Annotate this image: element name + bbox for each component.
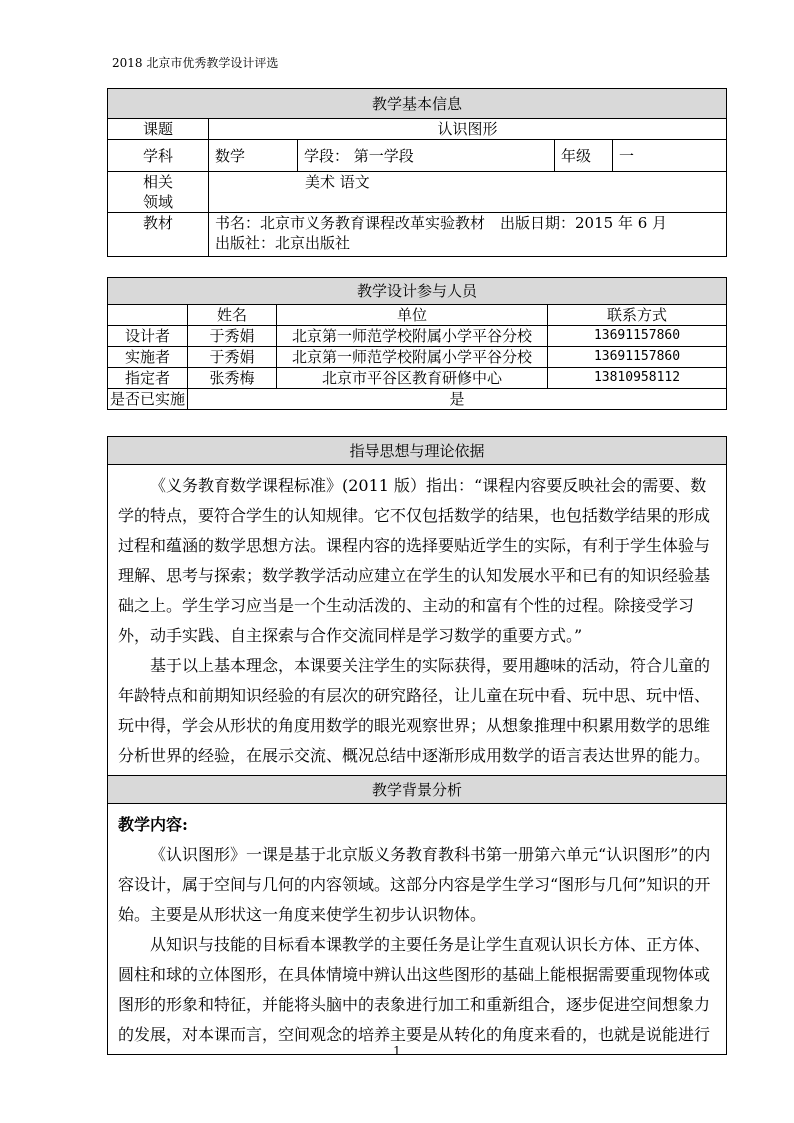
role-cell: 指定者 xyxy=(108,368,188,389)
name-cell: 张秀梅 xyxy=(188,368,277,389)
document-header: 2018 北京市优秀教学设计评选 xyxy=(112,56,279,70)
role-cell: 实施者 xyxy=(108,347,188,368)
theory-title: 指导思想与理论依据 xyxy=(108,437,727,465)
background-paragraph-2: 从知识与技能的目标看本课教学的主要任务是让学生直观认识长方体、正方体、圆柱和球的立体图形，在具体情境中辨认出这些图形的基础上能根据需要重现物体或图形的形象和特征，并能将头脑中的表象进行加工和重新组合，逐步促进空间想象力的发展，对本课而言，空间观念的培养主要是从转化的角度来看的，也就是说能进行 xyxy=(118,935,711,1044)
background-title: 教学背景分析 xyxy=(108,776,727,804)
participants-title: 教学设计参与人员 xyxy=(108,278,727,305)
stage-value: 第一学段 xyxy=(353,146,414,165)
unit-cell: 北京市平谷区教育研修中心 xyxy=(277,368,548,389)
stage-label: 学段： xyxy=(304,146,350,165)
topic-label: 课题 xyxy=(108,119,209,140)
participants-table xyxy=(107,277,727,410)
page-number: 1 xyxy=(393,1044,401,1058)
theory-body xyxy=(108,465,727,776)
basic-info-table xyxy=(107,88,727,257)
subject-label: 学科 xyxy=(108,140,209,172)
col-unit-header: 单位 xyxy=(277,305,548,326)
implemented-label: 是否已实施 xyxy=(108,389,188,410)
background-paragraph-1: 《认识图形》一课是基于北京版义务教育教科书第一册第六单元“认识图形”的内容设计，属于空间与几何的内容领域。这部分内容是学生学习“图形与几何”知识的开始。主要是从形状这一角度来使学生初步认识物体。 xyxy=(118,845,711,924)
textbook-line2: 出版社：北京出版社 xyxy=(215,234,351,252)
phone-cell: 13810958112 xyxy=(548,368,727,389)
phone-cell: 13691157860 xyxy=(548,347,727,368)
participants-corner xyxy=(108,305,188,326)
theory-paragraph-2: 基于以上基本理念，本课要关注学生的实际获得，要用趣味的活动，符合儿童的年龄特点和前期知识经验的有层次的研究路径，让儿童在玩中看、玩中思、玩中悟、玩中得，学会从形状的角度用数学的眼光观察世界；从想象推理中积累用数学的思维分析世界的经验，在展示交流、概况总结中逐渐形成用数学的语言表达世界的能力。 xyxy=(118,656,711,765)
table-row xyxy=(108,368,727,389)
related-field-label xyxy=(108,172,209,213)
subject-value: 数学 xyxy=(209,140,298,172)
related-field-value: 美术 语文 xyxy=(209,172,727,213)
textbook-label: 教材 xyxy=(108,213,209,257)
grade-label: 年级 xyxy=(555,140,613,172)
implemented-value: 是 xyxy=(188,389,727,410)
phone-cell: 13691157860 xyxy=(548,326,727,347)
col-contact-header: 联系方式 xyxy=(548,305,727,326)
role-cell: 设计者 xyxy=(108,326,188,347)
col-name-header: 姓名 xyxy=(188,305,277,326)
name-cell: 于秀娟 xyxy=(188,326,277,347)
content-heading: 教学内容: xyxy=(118,815,188,834)
related-label-line1: 相关 xyxy=(142,173,173,191)
background-body xyxy=(108,804,727,1055)
name-cell: 于秀娟 xyxy=(188,347,277,368)
textbook-info xyxy=(209,213,727,257)
unit-cell: 北京第一师范学校附属小学平谷分校 xyxy=(277,326,548,347)
unit-cell: 北京第一师范学校附属小学平谷分校 xyxy=(277,347,548,368)
table-row xyxy=(108,347,727,368)
theory-background-table xyxy=(107,436,727,1055)
theory-paragraph-1: 《义务教育数学课程标准》(2011 版）指出：“课程内容要反映社会的需要、数学的特点，要符合学生的认知规律。它不仅包括数学的结果，也包括数学结果的形成过程和蕴涵的数学思想方法。课程内容的选择要贴近学生的实际，有利于学生体验与理解、思考与探索；数学教学活动应建立在学生的认知发展水平和已有的知识经验基础之上。学生学习应当是一个生动活泼的、主动的和富有个性的过程。除接受学习外，动手实践、自主探索与合作交流同样是学习数学的重要方式。” xyxy=(118,476,711,645)
table-row xyxy=(108,326,727,347)
related-label-line2: 领域 xyxy=(142,193,173,211)
stage-cell xyxy=(298,140,555,172)
basic-info-title: 教学基本信息 xyxy=(108,89,727,119)
grade-value: 一 xyxy=(613,140,727,172)
topic-value: 认识图形 xyxy=(209,119,727,140)
textbook-line1: 书名：北京市义务教育课程改革实验教材 出版日期：2015 年 6 月 xyxy=(215,214,668,232)
